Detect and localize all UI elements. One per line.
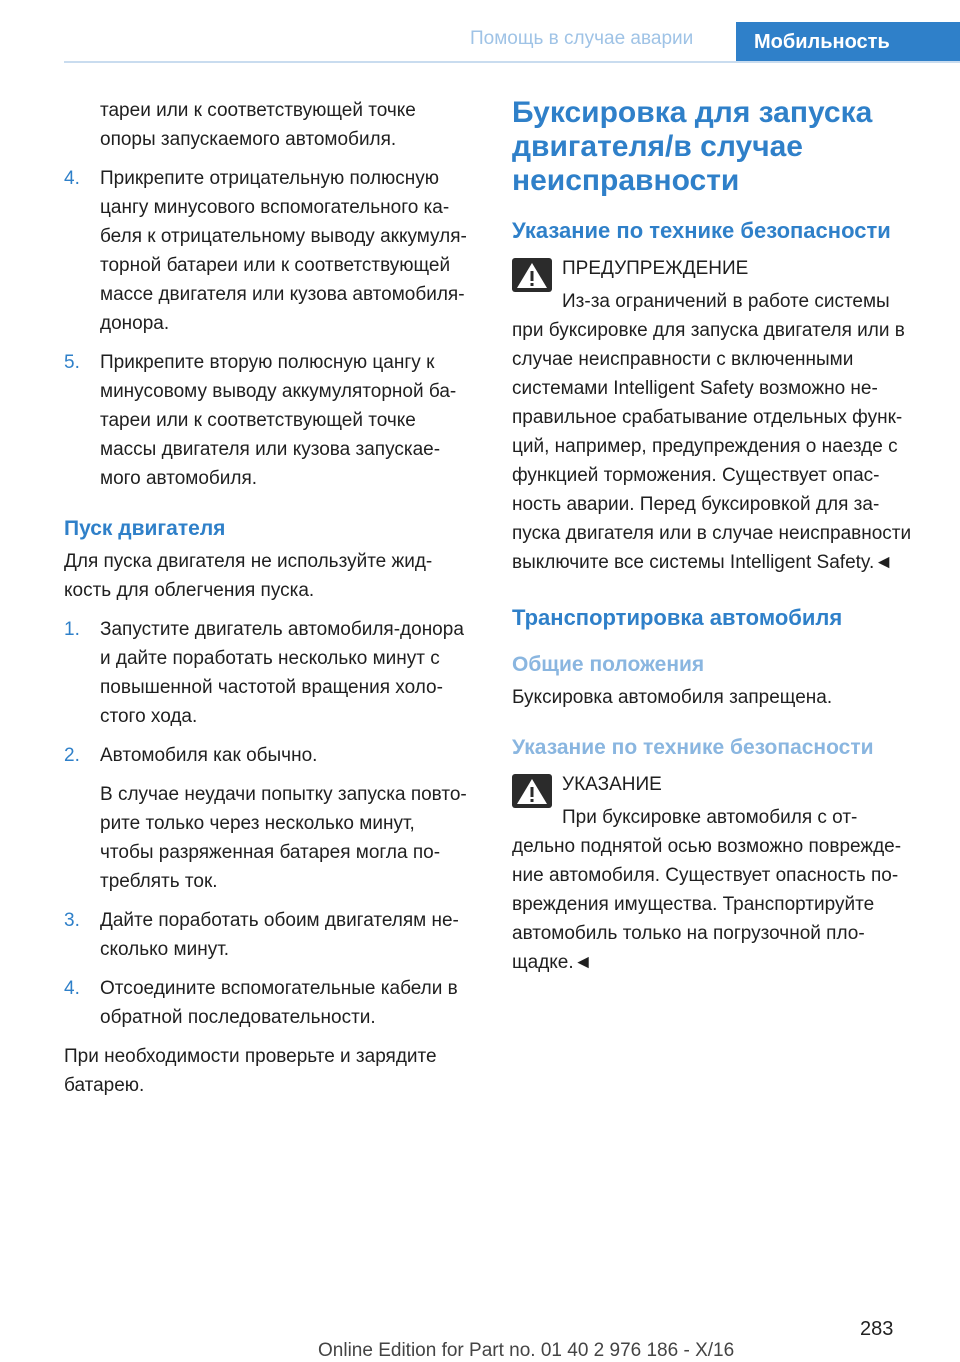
title-line: двигателя/в случае: [512, 130, 803, 163]
text-line: Дайте поработать обоим двигателям не-: [100, 910, 459, 931]
intro-paragraph: [64, 547, 482, 605]
text-line: При буксировке автомобиля с от-: [562, 807, 858, 828]
list-number: 4.: [64, 168, 80, 189]
text-line: вреждения имущества. Транспортируйте: [512, 894, 875, 915]
page-number: 283: [860, 1318, 894, 1340]
text-line: батарею.: [64, 1075, 145, 1096]
text-line: Прикрепите отрицательную полюсную: [100, 168, 440, 189]
continued-text: [64, 96, 482, 154]
text-line: опоры запускаемого автомобиля.: [100, 129, 397, 150]
list-item: [64, 741, 482, 896]
text-line: донора.: [100, 313, 170, 334]
warning-label: ПРЕДУПРЕЖДЕНИЕ: [562, 258, 749, 279]
text-line: щадке.◄: [512, 952, 593, 973]
text-line: рите только через несколько минут,: [100, 813, 415, 834]
text-line: минусовому выводу аккумуляторной ба-: [100, 381, 457, 402]
text-line: Отсоедините вспомогательные кабели в: [100, 978, 458, 999]
list-item: [64, 974, 482, 1032]
safety-heading: Указание по технике безопасности: [512, 736, 874, 759]
text-line: кость для облегчения пуска.: [64, 580, 315, 601]
list-number: 5.: [64, 352, 80, 373]
text-line: массы двигателя или кузова запускае-: [100, 439, 441, 460]
header-section-title: Помощь в случае аварии: [470, 28, 694, 49]
text-line: Для пуска двигателя не используйте жид-: [64, 551, 433, 572]
text-line: системами Intelligent Safety возможно не-: [512, 378, 878, 399]
title-line: неисправности: [512, 164, 740, 197]
title-line: Буксировка для запуска: [512, 96, 873, 129]
safety-note-notice: [512, 734, 932, 977]
text-line: треблять ток.: [100, 871, 218, 892]
text-line: стого хода.: [100, 706, 198, 727]
left-column: [64, 96, 482, 1110]
text-line: чтобы разряженная батарея могла по-: [100, 842, 441, 863]
header-rule: [64, 61, 960, 63]
list-number: 3.: [64, 910, 80, 931]
text-line: сколько минут.: [100, 939, 230, 960]
safety-heading: Указание по технике безопасности: [512, 218, 891, 243]
text-line: массе двигателя или кузова автомобиля-: [100, 284, 465, 305]
list-number: 2.: [64, 745, 80, 766]
text-line: пуска двигателя или в случае неисправности: [512, 523, 912, 544]
text-line: при буксировке для запуска двигателя или в: [512, 320, 905, 341]
text-line: тареи или к соответствующей точке: [100, 100, 416, 121]
text-line: дельно поднятой осью возможно поврежде-: [512, 836, 902, 857]
text-line: цангу минусового вспомогательного ка-: [100, 197, 450, 218]
section-heading: Пуск двигателя: [64, 517, 226, 540]
text-line: Прикрепите вторую полюсную цангу к: [100, 352, 435, 373]
safety-note-warning: [512, 216, 932, 577]
text-line: автомобиль только на погрузочной пло-: [512, 923, 865, 944]
list-number: 1.: [64, 619, 80, 640]
list-item: [64, 906, 482, 964]
subsection-heading: Общие положения: [512, 653, 705, 676]
text-line: случае неисправности с включенными: [512, 349, 854, 370]
text-line: беля к отрицательному выводу аккумуля-: [100, 226, 467, 247]
text-line: Автомобиля как обычно.: [100, 745, 318, 766]
text-line: мого автомобиля.: [100, 468, 258, 489]
list-item: [64, 615, 482, 731]
text-line: Буксировка автомобиля запрещена.: [512, 687, 833, 708]
text-line: торной батареи или к соответствующей: [100, 255, 451, 276]
text-line: функцией торможения. Существует опас-: [512, 465, 880, 486]
text-line: Из-за ограничений в работе системы: [562, 291, 890, 312]
text-line: тареи или к соответствующей точке: [100, 410, 416, 431]
list-item: [64, 164, 482, 338]
text-line: ность аварии. Перед буксировкой для за-: [512, 494, 880, 515]
text-line: При необходимости проверьте и зарядите: [64, 1046, 437, 1067]
header-chapter-tab: Мобильность: [736, 22, 960, 62]
list-number: 4.: [64, 978, 80, 999]
edition-footer: Online Edition for Part no. 01 40 2 976 186 - X/16: [318, 1340, 735, 1361]
text-line: В случае неудачи попытку запуска повто-: [100, 784, 467, 805]
text-line: правильное срабатывание отдельных функ-: [512, 407, 903, 428]
notice-label: УКАЗАНИЕ: [562, 774, 662, 795]
text-line: повышенной частотой вращения холо-: [100, 677, 443, 698]
warning-triangle-icon: [512, 774, 552, 808]
text-line: ние автомобиля. Существует опасность по-: [512, 865, 899, 886]
closing-paragraph: [64, 1042, 482, 1100]
list-item: [64, 348, 482, 493]
text-line: выключите все системы Intelligent Safety.◄: [512, 552, 894, 573]
section-heading: Транспортировка автомобиля: [512, 605, 843, 630]
text-line: и дайте поработать несколько минут с: [100, 648, 440, 669]
warning-triangle-icon: [512, 258, 552, 292]
text-line: обратной последовательности.: [100, 1007, 376, 1028]
main-title: [512, 96, 932, 198]
right-column: [512, 96, 932, 1003]
text-line: ций, например, предупреждения о наезде с: [512, 436, 898, 457]
text-line: Запустите двигатель автомобиля-донора: [100, 619, 464, 640]
